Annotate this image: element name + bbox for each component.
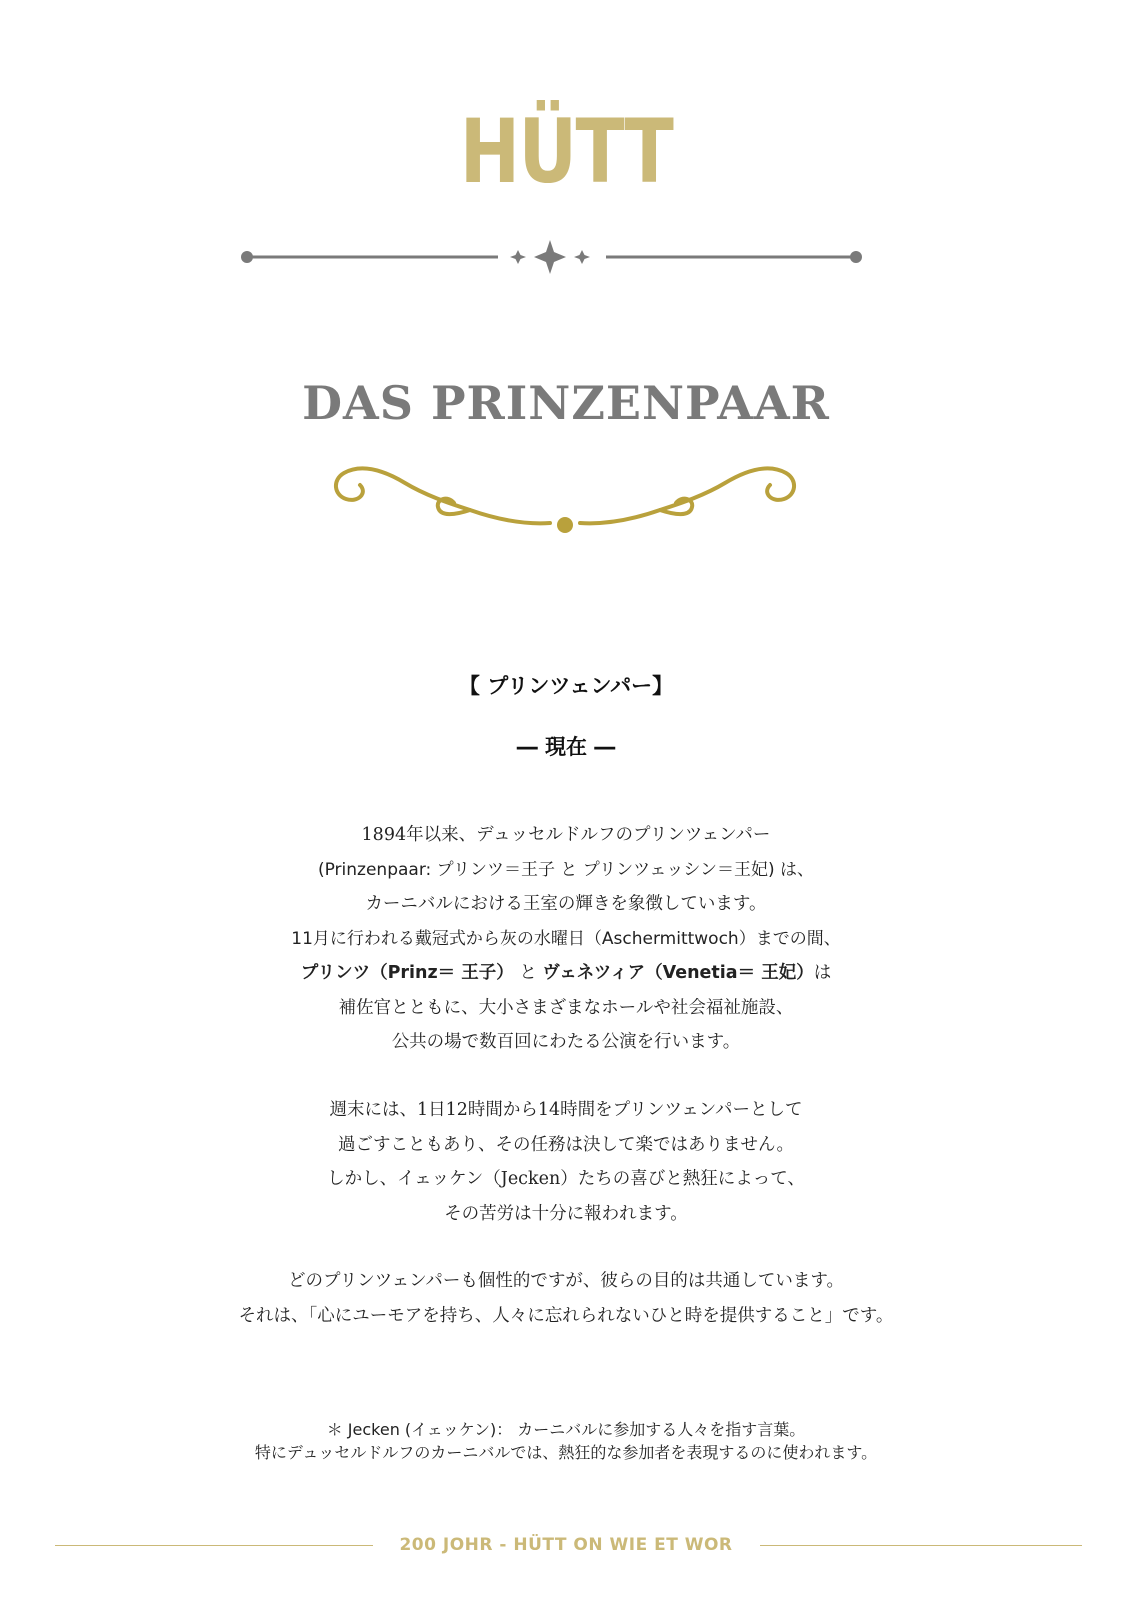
text-line: カーニバルにおける王室の輝きを象徴しています。 (365, 894, 767, 914)
footnote-line: ＊ Jecken (イェッケン)： カーニバルに参加する人々を指す言葉。 (326, 1420, 806, 1439)
subtitle-present: ― 現在 ― (516, 735, 616, 759)
text-line: 11月に行われる戴冠式から灰の水曜日（Aschermittwoch）までの間、 (291, 928, 841, 949)
small-star-icon (510, 250, 526, 264)
text-line: その苦労は十分に報われます。 (444, 1203, 688, 1224)
small-star-icon (574, 250, 590, 264)
large-star-icon (534, 240, 566, 274)
ornamental-divider (240, 240, 880, 280)
text-line: 補佐官とともに、大小さまざまなホールや社会福祉施設、 (338, 997, 794, 1018)
footnote-line: 特にデュッセルドルフのカーニバルでは、熱狂的な参加者を表現するのに使われます。 (254, 1443, 878, 1462)
text-line: 過ごすこともあり、その任務は決して楽ではありません。 (337, 1134, 795, 1155)
text-line: 公共の場で数百回にわたる公演を行います。 (391, 1032, 741, 1052)
paragraph-purpose (0, 1264, 1132, 1333)
text-line: どのプリンツェンパーも個性的ですが、彼らの目的は共通しています。 (288, 1271, 844, 1291)
text-line: それは、「心にユーモアを持ち、人々に忘れられないひと時を提供すること」です。 (238, 1305, 894, 1326)
flourish-ornament (330, 455, 800, 555)
page-heading: DAS PRINZENPAAR (302, 376, 830, 430)
conjunction: と (513, 963, 543, 983)
text-line: (Prinzenpaar: プリンツ＝王子 と プリンツェッシン＝王妃) は、 (317, 859, 815, 880)
brand-title: HÜTT (459, 100, 673, 203)
flourish-center-dot (557, 517, 573, 533)
text-line-bold (0, 956, 1132, 991)
text-line: しかし、イェッケン（Jecken）たちの喜びと熱狂によって、 (327, 1169, 805, 1189)
prinz-label: プリンツ（Prinz＝ 王子） (300, 963, 514, 983)
subtitle-bracket: 【 プリンツェンパー】 (458, 674, 674, 698)
footnote (0, 1418, 1132, 1464)
paragraph-weekend (0, 1093, 1132, 1231)
paragraph-history (0, 818, 1132, 1060)
divider-right-dot (850, 251, 862, 263)
footer-text: 200 JOHR - HÜTT ON WIE ET WOR (399, 1535, 733, 1555)
particle: は (813, 963, 832, 983)
footer-rule-right (760, 1545, 1082, 1546)
text-line: 1894年以来、デュッセルドルフのプリンツェンパー (361, 825, 771, 845)
text-line: 週末には、1日12時間から14時間をプリンツェンパーとして (329, 1100, 803, 1120)
venetia-label: ヴェネツィア（Venetia＝ 王妃） (542, 963, 814, 983)
